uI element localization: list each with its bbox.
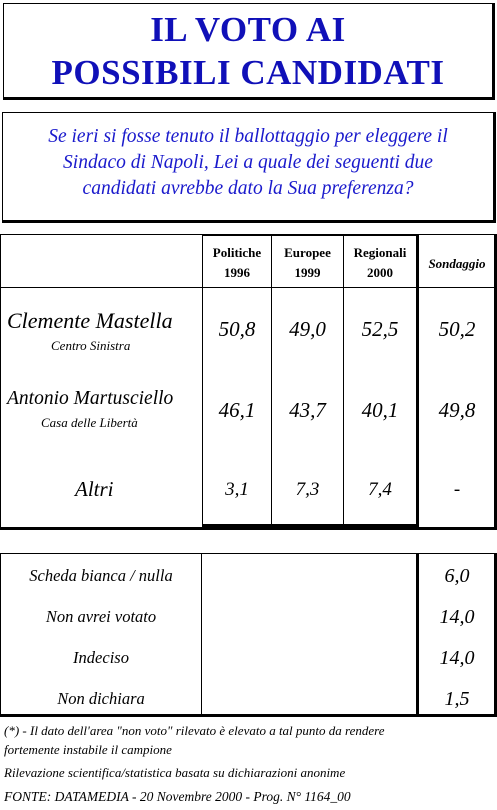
question-line-3: candidati avrebbe dato la Sua preferenza? [82,178,414,199]
value-martusciello-sondaggio: 49,8 [438,398,476,422]
candidate-name-mastella: Clemente Mastella [7,308,173,333]
bottom-divider-left [201,554,202,714]
header-politiche-line2: 1996 [224,265,250,280]
candidate-name-martusciello: Antonio Martusciello [7,388,174,409]
header-divider-mid [202,287,416,288]
question-box [2,112,496,223]
header-politiche-line1: Politiche [212,245,262,260]
label-scheda-bianca: Scheda bianca / nulla [29,566,173,585]
header-politiche [203,243,271,283]
header-divider-right [419,287,495,288]
source-credit: FONTE: DATAMEDIA - 20 Novembre 2000 - Prog. N° 1164_00 [4,789,351,804]
value-mastella-2000: 52,5 [361,317,399,341]
label-non-dichiara: Non dichiara [57,689,145,708]
question-text [11,124,485,202]
header-europee-line1: Europee [284,245,331,260]
header-regionali-line2: 2000 [367,265,393,280]
value-altri-2000: 7,4 [368,479,392,500]
note-line-3: Rilevazione scientifica/statistica basata su dichiarazioni anonime [4,765,346,780]
value-mastella-1996: 50,8 [218,317,256,341]
title-line-1: IL VOTO AI [150,10,346,49]
title-line-2: POSSIBILI CANDIDATI [51,53,445,92]
header-divider-left [1,287,202,288]
non-vote-table [0,553,497,717]
title-box [3,3,495,100]
value-altri-1999: 7,3 [295,479,320,500]
note-line-2: fortemente instabile il campione [4,742,172,757]
value-mastella-1999: 49,0 [289,317,326,341]
candidate-name-altri: Altri [75,477,114,501]
value-altri-1996: 3,1 [225,479,249,500]
candidate-party-martusciello: Casa delle Libertà [41,415,138,430]
value-non-avrei-votato: 14,0 [439,606,475,628]
value-indeciso: 14,0 [439,647,475,669]
note-line-1: (*) - Il dato dell'area "non voto" rilevato è elevato a tal punto da rendere [4,723,385,738]
label-non-avrei-votato: Non avrei votato [45,607,157,626]
candidate-party-mastella: Centro Sinistra [51,338,131,353]
header-regionali-line1: Regionali [353,245,407,260]
question-line-1: Se ieri si fosse tenuto il ballottaggio per eleggere il [48,126,448,147]
value-altri-sondaggio: - [453,479,461,500]
results-table [0,234,497,530]
question-line-2: Sindaco di Napoli, Lei a quale dei seguenti due [63,152,433,173]
value-mastella-sondaggio: 50,2 [438,317,476,341]
header-regionali [344,243,416,283]
label-indeciso: Indeciso [73,648,129,667]
value-martusciello-1999: 43,7 [289,398,326,422]
header-sondaggio: Sondaggio [428,256,486,271]
value-martusciello-2000: 40,1 [361,398,399,422]
value-martusciello-1996: 46,1 [218,398,256,422]
header-europee [272,243,343,283]
value-non-dichiara: 1,5 [444,688,470,710]
header-europee-line2: 1999 [294,265,321,280]
value-scheda-bianca: 6,0 [444,565,470,587]
